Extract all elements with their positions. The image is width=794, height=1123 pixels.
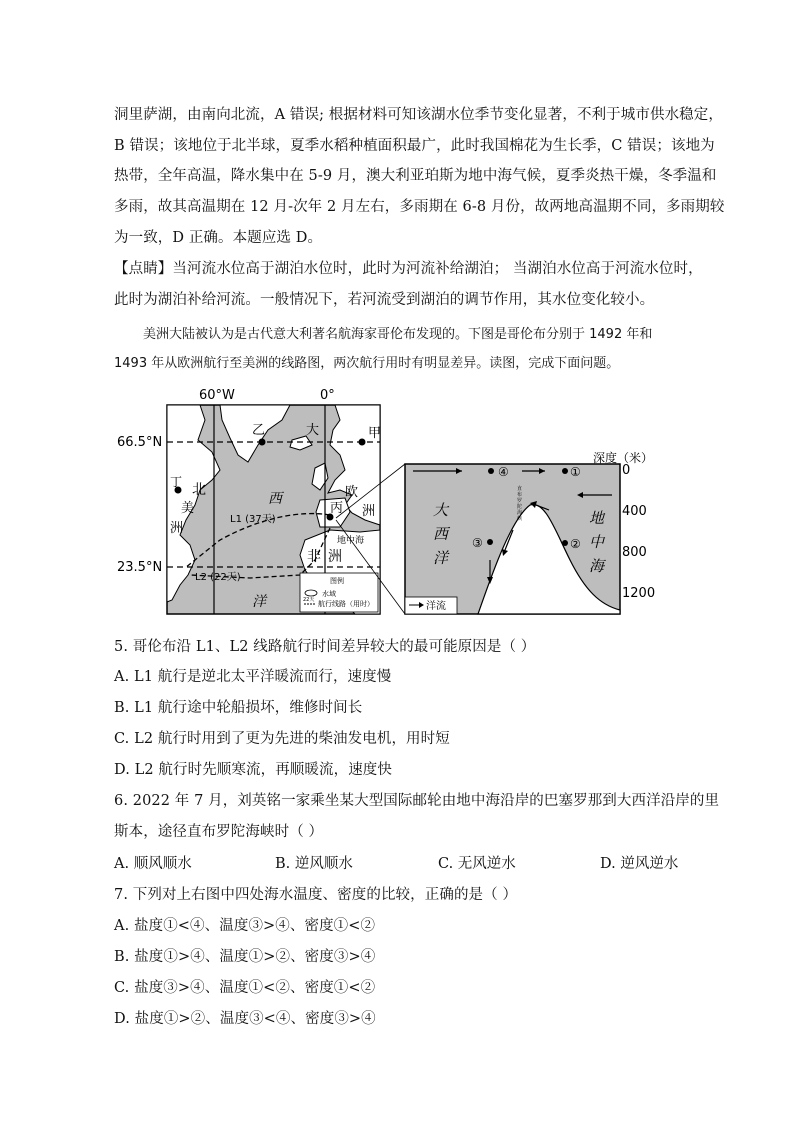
option[interactable]: A. L1 航行是逆北太平洋暖流而行，速度慢 bbox=[114, 669, 392, 685]
depth-tick: 400 bbox=[622, 504, 647, 519]
option[interactable]: C. L2 航行时用到了更为先进的柴油发电机，用时短 bbox=[114, 731, 450, 747]
question-6: 6. 2022 年 7 月，刘英铭一家乘坐某大型国际邮轮由地中海沿岸的巴塞罗那到大西洋沿岸的里 bbox=[114, 793, 720, 809]
question-6-line2: 斯本，途径直布罗陀海峡时（ ） bbox=[114, 824, 324, 840]
strait-label: 布 bbox=[517, 492, 523, 498]
intro-line: 1493 年从欧洲航行至美洲的线路图，两次航行用时有明显差异。读图，完成下面问题。 bbox=[114, 356, 620, 371]
place-label: 甲 bbox=[368, 426, 382, 441]
place-label: 地中海 bbox=[337, 536, 365, 546]
sea-label: 西 bbox=[433, 525, 449, 543]
strait-label: 罗 bbox=[517, 498, 523, 504]
point-4 bbox=[488, 468, 494, 474]
option[interactable]: C. 盐度③>④、温度①<②、密度①<② bbox=[114, 980, 376, 996]
place-label: 西 bbox=[268, 491, 282, 507]
sea-label: 地 bbox=[589, 509, 605, 527]
place-label: 非 bbox=[307, 549, 321, 565]
explanation-line: 热带，全年高温，降水集中在 5-9 月，澳大利亚珀斯为地中海气候，夏季炎热干燥，冬季温和 bbox=[114, 168, 717, 184]
route-label: L1 (37天) bbox=[230, 514, 276, 525]
depth-tick: 1200 bbox=[622, 586, 656, 601]
strait-label: 峡 bbox=[517, 516, 523, 522]
route-label: L2 (22天) bbox=[195, 572, 241, 583]
depth-title: 深度（米） bbox=[593, 451, 654, 465]
lon-label: 0° bbox=[320, 388, 335, 403]
legend-route-sample: 22天 bbox=[303, 597, 315, 603]
place-label: 北 bbox=[192, 482, 206, 498]
strait-label: 陀 bbox=[517, 504, 523, 510]
point-3 bbox=[487, 539, 493, 545]
point-label: ② bbox=[570, 537, 581, 551]
point-label: ④ bbox=[498, 465, 509, 479]
question-5: 5. 哥伦布沿 L1、L2 线路航行时间差异较大的最可能原因是（ ） bbox=[114, 639, 536, 655]
columbus-route-map bbox=[0, 380, 794, 620]
depth-tick: 0 bbox=[622, 463, 631, 478]
sea-label: 海 bbox=[589, 557, 605, 575]
place-label: 丁 bbox=[170, 475, 183, 489]
strait-label: 直 bbox=[517, 486, 523, 492]
point-1 bbox=[562, 468, 568, 474]
legend-current: 洋流 bbox=[426, 601, 446, 612]
option[interactable]: B. 逆风顺水 bbox=[275, 856, 353, 872]
place-label: 洲 bbox=[362, 504, 376, 519]
option[interactable]: B. 盐度①>④、温度①>②、密度③>④ bbox=[114, 949, 376, 965]
legend-route: 航行线路（用时） bbox=[318, 600, 374, 608]
point-jia bbox=[359, 439, 366, 446]
point-2 bbox=[562, 540, 568, 546]
sea-label: 洋 bbox=[433, 549, 449, 567]
option[interactable]: B. L1 航行途中轮船损坏，维修时间长 bbox=[114, 700, 363, 716]
explanation-line: 为一致，D 正确。本题应选 D。 bbox=[114, 230, 323, 246]
explanation-line: B 错误；该地位于北半球，夏季水稻种植面积最广，此时我国棉花为生长季，C 错误；该地为 bbox=[114, 138, 715, 154]
place-label: 洲 bbox=[170, 521, 184, 536]
sea-label: 大 bbox=[433, 501, 449, 519]
point-label: ① bbox=[570, 465, 581, 479]
strait-label: 海 bbox=[517, 510, 523, 516]
legend-water: 水域 bbox=[322, 590, 336, 598]
question-7: 7. 下列对上右图中四处海水温度、密度的比较，正确的是（ ） bbox=[114, 887, 518, 903]
sea-label: 中 bbox=[589, 533, 605, 551]
point-label: ③ bbox=[472, 536, 483, 550]
lon-label: 60°W bbox=[199, 388, 235, 403]
place-label: 洋 bbox=[252, 594, 266, 610]
place-label: 美 bbox=[181, 501, 195, 516]
option[interactable]: D. 盐度①>②、温度③<④、密度③>④ bbox=[114, 1011, 376, 1027]
legend-water-swatch bbox=[305, 590, 317, 596]
intro-line: 美洲大陆被认为是古代意大利著名航海家哥伦布发现的。下图是哥伦布分别于 1492 年和 bbox=[143, 327, 653, 342]
place-label: 乙 bbox=[252, 423, 266, 438]
option[interactable]: D. 逆风逆水 bbox=[600, 856, 679, 872]
explanation-line: 多雨，故其高温期在 12 月-次年 2 月左右，多雨期在 6-8 月份，故两地高温期不同，多雨期较 bbox=[114, 199, 725, 215]
option[interactable]: A. 盐度①<④、温度③>④、密度①<② bbox=[114, 918, 376, 934]
note-line: 此时为湖泊补给河流。一般情况下，若河流受到湖泊的调节作用，其水位变化较小。 bbox=[114, 292, 655, 308]
explanation-line: 洞里萨湖，由南向北流，A 错误; 根据材料可知该湖水位季节变化显著，不利于城市供水稳定， bbox=[114, 107, 723, 123]
place-label: 丙 bbox=[330, 501, 344, 516]
note-line: 【点睛】当河流水位高于湖泊水位时，此时为河流补给湖泊； 当湖泊水位高于河流水位时， bbox=[114, 261, 703, 277]
point-yi bbox=[259, 439, 266, 446]
place-label: 欧 bbox=[345, 485, 359, 500]
lat-label: 23.5°N bbox=[117, 560, 163, 575]
depth-tick: 800 bbox=[622, 545, 647, 560]
lat-label: 66.5°N bbox=[117, 435, 163, 450]
option[interactable]: C. 无风逆水 bbox=[438, 856, 516, 872]
option[interactable]: A. 顺风顺水 bbox=[114, 856, 192, 872]
place-label: 洲 bbox=[328, 549, 342, 565]
legend-title: 图例 bbox=[330, 577, 344, 585]
place-label: 大 bbox=[306, 423, 320, 438]
option[interactable]: D. L2 航行时先顺寒流，再顺暖流，速度快 bbox=[114, 762, 392, 778]
